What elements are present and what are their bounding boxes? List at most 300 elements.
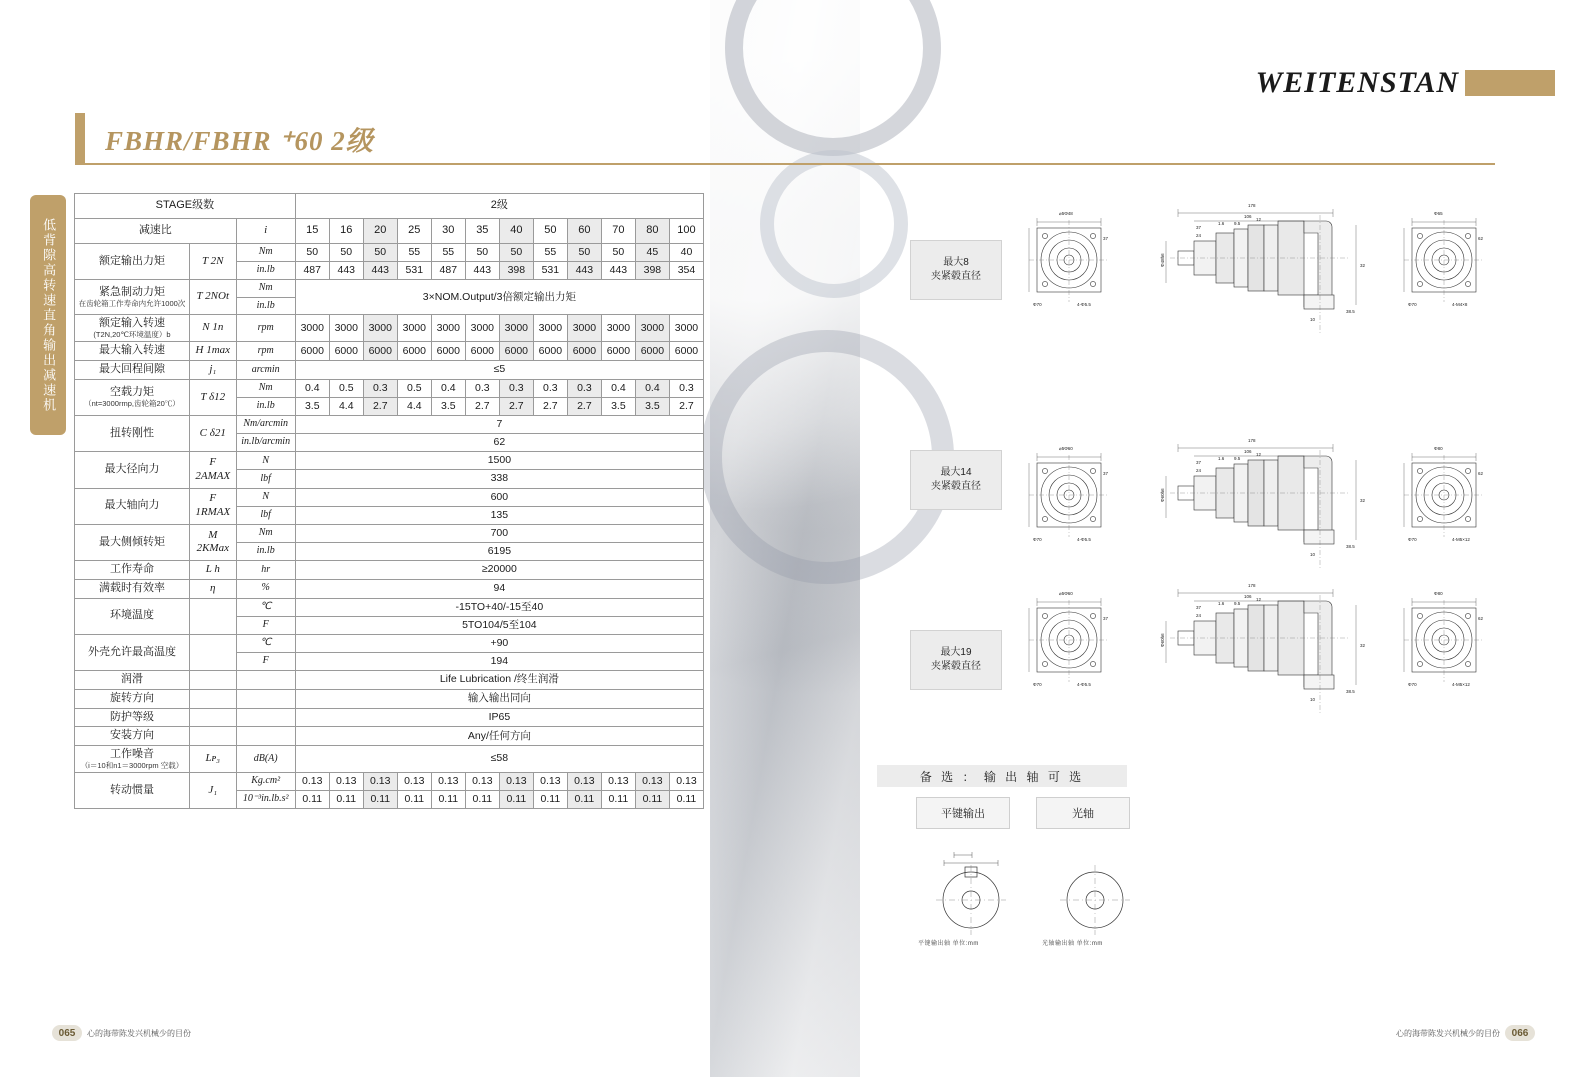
ratio-symbol: i [236, 219, 295, 244]
table-row [75, 773, 704, 791]
stage-value: 2级 [295, 194, 703, 219]
data-cell-span: 5TO104/5至104 [295, 616, 703, 634]
ratio-value: 25 [397, 219, 431, 244]
row-unit: N [236, 452, 295, 470]
data-cell: 2.7 [533, 397, 567, 415]
svg-text:1.6: 1.6 [1218, 601, 1225, 606]
row-label: 空载力矩 （nt=3000rmp,齿轮箱20℃） [75, 379, 190, 415]
row-label: 旋转方向 [75, 689, 190, 708]
row-unit: rpm [236, 342, 295, 361]
data-cell: 0.13 [533, 773, 567, 791]
data-cell: 354 [669, 262, 703, 280]
ratio-value: 16 [329, 219, 363, 244]
data-cell: 6000 [397, 342, 431, 361]
svg-text:Φ70: Φ70 [1408, 682, 1417, 687]
data-cell: 0.13 [465, 773, 499, 791]
row-unit: N [236, 488, 295, 506]
data-cell-span: 3×NOM.Output/3倍额定输出力矩 [295, 280, 703, 315]
data-cell: 0.11 [295, 791, 329, 809]
row-label: 最大侧倾转矩 [75, 524, 190, 560]
svg-text:10: 10 [1310, 317, 1316, 322]
row-symbol: T 2NOt [189, 280, 236, 315]
data-cell: 50 [295, 244, 329, 262]
row-label: 转动惯量 [75, 773, 190, 809]
data-cell: 50 [499, 244, 533, 262]
svg-text:178: 178 [1248, 583, 1256, 588]
data-cell-span: 62 [295, 434, 703, 452]
data-cell: 6000 [295, 342, 329, 361]
section-view-drawing [1160, 575, 1380, 735]
svg-text:Φ60h6: Φ60h6 [1160, 633, 1165, 647]
svg-text:4-M4×8: 4-M4×8 [1452, 302, 1468, 307]
data-cell: 50 [465, 244, 499, 262]
data-cell: 443 [601, 262, 635, 280]
section-view-drawing [1160, 195, 1380, 355]
gear-graphic-2 [760, 150, 908, 298]
data-cell: 3000 [295, 315, 329, 342]
clamp-line-1: 最大14 [940, 467, 972, 478]
side-tab: 低背隙高转速直角输出减速机 [30, 195, 66, 435]
row-label: 防护等级 [75, 708, 190, 727]
svg-text:4-Φ5.5: 4-Φ5.5 [1077, 682, 1091, 687]
footer-left-text: 心的海带陈发兴机械少的目份 [87, 1028, 191, 1038]
row-symbol [189, 671, 236, 690]
data-cell: 0.11 [635, 791, 669, 809]
data-cell: 0.4 [431, 379, 465, 397]
data-cell-span: 700 [295, 524, 703, 542]
data-cell: 2.7 [363, 397, 397, 415]
row-label: 润滑 [75, 671, 190, 690]
data-cell: 0.11 [363, 791, 397, 809]
row-unit: dB(A) [236, 746, 295, 773]
row-symbol: H 1max [189, 342, 236, 361]
table-row [75, 194, 704, 219]
svg-text:10: 10 [1310, 697, 1316, 702]
row-label: 扭转刚性 [75, 416, 190, 452]
data-cell: 6000 [601, 342, 635, 361]
title-rule [85, 163, 1495, 165]
svg-text:12: 12 [1256, 217, 1262, 222]
row-label: 工作寿命 [75, 561, 190, 580]
svg-text:4-M5×12: 4-M5×12 [1452, 537, 1470, 542]
row-symbol: T δ12 [189, 379, 236, 415]
row-unit: F [236, 616, 295, 634]
data-cell-span: 输入输出同向 [295, 689, 703, 708]
row-unit [236, 689, 295, 708]
data-cell: 0.3 [567, 379, 601, 397]
option-button-keyed[interactable]: 平键输出 [916, 797, 1010, 829]
data-cell: 40 [669, 244, 703, 262]
title-accent [75, 113, 85, 165]
data-cell-span: 135 [295, 506, 703, 524]
svg-text:⌀5Φ60: ⌀5Φ60 [1059, 446, 1073, 451]
row-symbol [189, 598, 236, 634]
svg-text:62: 62 [1478, 236, 1484, 241]
data-cell-span: 6195 [295, 542, 703, 560]
row-symbol: N 1n [189, 315, 236, 342]
ratio-value: 100 [669, 219, 703, 244]
ratio-value: 50 [533, 219, 567, 244]
ratio-value: 80 [635, 219, 669, 244]
data-cell: 3.5 [295, 397, 329, 415]
data-cell: 4.4 [397, 397, 431, 415]
data-cell: 0.11 [397, 791, 431, 809]
data-cell: 45 [635, 244, 669, 262]
table-row [75, 579, 704, 598]
svg-text:9.5: 9.5 [1234, 456, 1241, 461]
front-view-drawing [1015, 200, 1125, 340]
row-label: 外壳允许最高温度 [75, 634, 190, 670]
page-number-left: 065 [52, 1025, 82, 1041]
row-label: 最大回程间隙 [75, 361, 190, 380]
keyed-shaft-drawing [916, 845, 1026, 940]
data-cell: 0.13 [567, 773, 601, 791]
ratio-label: 减速比 [75, 219, 237, 244]
svg-text:37: 37 [1103, 471, 1109, 476]
ratio-value: 40 [499, 219, 533, 244]
row-label: 最大输入转速 [75, 342, 190, 361]
svg-text:9.5: 9.5 [1234, 601, 1241, 606]
data-cell: 0.13 [329, 773, 363, 791]
data-cell: 531 [533, 262, 567, 280]
data-cell: 50 [363, 244, 397, 262]
svg-text:24: 24 [1196, 468, 1202, 473]
data-cell: 6000 [499, 342, 533, 361]
row-symbol: j₁ [189, 361, 236, 380]
data-cell: 0.3 [669, 379, 703, 397]
table-row [75, 727, 704, 746]
data-cell: 0.13 [431, 773, 465, 791]
data-cell-span: ≥20000 [295, 561, 703, 580]
page-title: FBHR/FBHR ⁺60 2级 [105, 126, 374, 156]
svg-text:178: 178 [1248, 438, 1256, 443]
data-cell-span: Life Lubrication /终生润滑 [295, 671, 703, 690]
svg-text:32: 32 [1360, 498, 1366, 503]
svg-text:Φ80: Φ80 [1434, 446, 1443, 451]
svg-text:106: 106 [1244, 449, 1252, 454]
table-row [75, 452, 704, 470]
data-cell: 0.13 [363, 773, 397, 791]
data-cell: 443 [465, 262, 499, 280]
svg-text:38.5: 38.5 [1346, 544, 1355, 549]
svg-text:37: 37 [1196, 225, 1202, 230]
data-cell: 6000 [363, 342, 397, 361]
table-row [75, 561, 704, 580]
option-button-smooth[interactable]: 光轴 [1036, 797, 1130, 829]
row-unit: rpm [236, 315, 295, 342]
row-unit: ℃ [236, 598, 295, 616]
clamp-diameter-box [910, 630, 1002, 690]
data-cell-span: IP65 [295, 708, 703, 727]
footer-right [1396, 1025, 1535, 1041]
data-cell: 6000 [431, 342, 465, 361]
data-cell-span: -15TO+40/-15至40 [295, 598, 703, 616]
row-unit: in.lb [236, 262, 295, 280]
table-row [75, 280, 704, 298]
data-cell: 6000 [567, 342, 601, 361]
data-cell: 0.3 [363, 379, 397, 397]
row-symbol [189, 708, 236, 727]
svg-text:9.5: 9.5 [1234, 221, 1241, 226]
row-unit: Nm/arcmin [236, 416, 295, 434]
svg-text:Φ70: Φ70 [1033, 537, 1042, 542]
data-cell: 0.13 [635, 773, 669, 791]
row-label: 满载时有效率 [75, 579, 190, 598]
svg-text:Φ70: Φ70 [1408, 302, 1417, 307]
data-cell: 3000 [567, 315, 601, 342]
svg-text:Φ48h6: Φ48h6 [1160, 253, 1165, 267]
row-symbol: Lᴘ₃ [189, 746, 236, 773]
data-cell-span: 94 [295, 579, 703, 598]
row-unit: Nm [236, 244, 295, 262]
row-unit: in.lb/arcmin [236, 434, 295, 452]
ratio-value: 60 [567, 219, 601, 244]
row-symbol: C δ21 [189, 416, 236, 452]
clamp-line-1: 最大19 [940, 647, 972, 658]
data-cell: 0.11 [601, 791, 635, 809]
row-unit: ℃ [236, 634, 295, 652]
svg-text:Φ70: Φ70 [1033, 682, 1042, 687]
data-cell: 0.11 [431, 791, 465, 809]
data-cell: 55 [397, 244, 431, 262]
data-cell: 3000 [363, 315, 397, 342]
row-unit: F [236, 652, 295, 670]
spec-table [74, 193, 704, 809]
row-unit: lbf [236, 506, 295, 524]
data-cell: 0.13 [669, 773, 703, 791]
row-label: 最大径向力 [75, 452, 190, 488]
svg-text:1.6: 1.6 [1218, 221, 1225, 226]
data-cell-span: +90 [295, 634, 703, 652]
clamp-line-2: 夹紧毂直径 [931, 661, 981, 672]
keyed-shaft-caption: 平键输出轴 单位:mm [918, 941, 979, 947]
svg-text:4-Φ5.5: 4-Φ5.5 [1077, 537, 1091, 542]
data-cell: 3000 [601, 315, 635, 342]
data-cell: 3000 [499, 315, 533, 342]
data-cell: 0.4 [635, 379, 669, 397]
svg-text:⌀5Φ60: ⌀5Φ60 [1059, 591, 1073, 596]
svg-text:24: 24 [1196, 233, 1202, 238]
data-cell: 6000 [533, 342, 567, 361]
table-row [75, 746, 704, 773]
data-cell: 487 [431, 262, 465, 280]
data-cell: 50 [329, 244, 363, 262]
row-unit: lbf [236, 470, 295, 488]
table-row [75, 244, 704, 262]
data-cell: 3000 [635, 315, 669, 342]
data-cell: 50 [601, 244, 635, 262]
svg-text:12: 12 [1256, 452, 1262, 457]
ratio-value: 15 [295, 219, 329, 244]
rear-view-drawing [1390, 580, 1500, 720]
front-view-drawing [1015, 580, 1125, 720]
svg-text:178: 178 [1248, 203, 1256, 208]
data-cell: 0.3 [499, 379, 533, 397]
data-cell: 55 [533, 244, 567, 262]
data-cell: 6000 [635, 342, 669, 361]
data-cell: 3000 [329, 315, 363, 342]
table-row [75, 488, 704, 506]
clamp-line-2: 夹紧毂直径 [931, 481, 981, 492]
data-cell: 0.13 [499, 773, 533, 791]
data-cell: 2.7 [567, 397, 601, 415]
svg-text:37: 37 [1103, 236, 1109, 241]
data-cell: 3000 [397, 315, 431, 342]
svg-text:38.5: 38.5 [1346, 689, 1355, 694]
ratio-value: 30 [431, 219, 465, 244]
svg-text:1.6: 1.6 [1218, 456, 1225, 461]
svg-text:106: 106 [1244, 214, 1252, 219]
row-unit: hr [236, 561, 295, 580]
row-label: 最大轴向力 [75, 488, 190, 524]
table-row [75, 315, 704, 342]
data-cell: 0.4 [601, 379, 635, 397]
svg-text:Φ80: Φ80 [1434, 591, 1443, 596]
data-cell: 0.11 [329, 791, 363, 809]
table-row [75, 219, 704, 244]
row-label: 额定输入转速 (T2N,20℃环境温度）b [75, 315, 190, 342]
svg-text:Φ70: Φ70 [1033, 302, 1042, 307]
data-cell: 3000 [431, 315, 465, 342]
table-row [75, 361, 704, 380]
data-cell: 0.13 [295, 773, 329, 791]
data-cell: 0.13 [397, 773, 431, 791]
table-row [75, 342, 704, 361]
row-unit: 10⁻³in.lb.s² [236, 791, 295, 809]
data-cell: 3.5 [431, 397, 465, 415]
stage-label: STAGE级数 [75, 194, 296, 219]
page-title-block [75, 113, 1495, 165]
row-unit: in.lb [236, 542, 295, 560]
clamp-diameter-box [910, 240, 1002, 300]
data-cell: 4.4 [329, 397, 363, 415]
clamp-diameter-box [910, 450, 1002, 510]
data-cell: 3000 [465, 315, 499, 342]
table-row [75, 689, 704, 708]
data-cell: 398 [499, 262, 533, 280]
data-cell: 0.3 [533, 379, 567, 397]
page-number-right: 066 [1505, 1025, 1535, 1041]
svg-text:62: 62 [1478, 616, 1484, 621]
table-row [75, 671, 704, 690]
row-unit [236, 708, 295, 727]
svg-text:10: 10 [1310, 552, 1316, 557]
data-cell-span: 194 [295, 652, 703, 670]
svg-text:Φ65: Φ65 [1434, 211, 1443, 216]
data-cell-span: 1500 [295, 452, 703, 470]
data-cell-span: ≤5 [295, 361, 703, 380]
data-cell: 55 [431, 244, 465, 262]
svg-text:Φ70: Φ70 [1408, 537, 1417, 542]
row-symbol: F 2AMAX [189, 452, 236, 488]
data-cell-span: 338 [295, 470, 703, 488]
row-symbol: η [189, 579, 236, 598]
table-row [75, 708, 704, 727]
row-label: 环境温度 [75, 598, 190, 634]
svg-text:37: 37 [1196, 605, 1202, 610]
data-cell: 443 [329, 262, 363, 280]
row-label: 安装方向 [75, 727, 190, 746]
section-view-drawing [1160, 430, 1380, 590]
row-unit: Nm [236, 379, 295, 397]
data-cell: 3.5 [635, 397, 669, 415]
row-label: 紧急制动力矩 在齿轮箱工作寿命内允许1000次 [75, 280, 190, 315]
row-label: 工作噪音 （i＝10和n1＝3000rpm 空载） [75, 746, 190, 773]
data-cell: 3.5 [601, 397, 635, 415]
data-cell: 0.11 [465, 791, 499, 809]
data-cell: 398 [635, 262, 669, 280]
row-symbol [189, 689, 236, 708]
row-unit: arcmin [236, 361, 295, 380]
data-cell: 2.7 [499, 397, 533, 415]
data-cell: 443 [363, 262, 397, 280]
data-cell: 0.3 [465, 379, 499, 397]
svg-text:4-M5×12: 4-M5×12 [1452, 682, 1470, 687]
rear-view-drawing [1390, 200, 1500, 340]
data-cell: 0.11 [567, 791, 601, 809]
row-label: 额定输出力矩 [75, 244, 190, 280]
table-row [75, 524, 704, 542]
row-unit: % [236, 579, 295, 598]
data-cell: 0.11 [499, 791, 533, 809]
row-symbol: T 2N [189, 244, 236, 280]
data-cell-span: 7 [295, 416, 703, 434]
svg-text:32: 32 [1360, 643, 1366, 648]
front-view-drawing [1015, 435, 1125, 575]
clamp-line-1: 最大8 [943, 257, 969, 268]
data-cell: 0.5 [329, 379, 363, 397]
svg-text:37: 37 [1103, 616, 1109, 621]
data-cell: 2.7 [465, 397, 499, 415]
data-cell: 3000 [669, 315, 703, 342]
svg-text:⌀5Φ48: ⌀5Φ48 [1059, 211, 1073, 216]
row-unit [236, 727, 295, 746]
row-symbol [189, 634, 236, 670]
row-symbol: L h [189, 561, 236, 580]
data-cell-span: Any/任何方向 [295, 727, 703, 746]
data-cell: 0.5 [397, 379, 431, 397]
data-cell: 443 [567, 262, 601, 280]
row-unit: in.lb [236, 397, 295, 415]
svg-text:62: 62 [1478, 471, 1484, 476]
ratio-value: 20 [363, 219, 397, 244]
smooth-shaft-caption: 光轴输出轴 单位:mm [1042, 941, 1103, 947]
smooth-shaft-drawing [1040, 845, 1150, 940]
footer-left [52, 1025, 191, 1041]
data-cell: 0.4 [295, 379, 329, 397]
row-unit [236, 671, 295, 690]
svg-text:12: 12 [1256, 597, 1262, 602]
row-symbol [189, 727, 236, 746]
svg-text:38.5: 38.5 [1346, 309, 1355, 314]
table-row [75, 379, 704, 397]
svg-text:32: 32 [1360, 263, 1366, 268]
svg-text:37: 37 [1196, 460, 1202, 465]
data-cell: 0.11 [669, 791, 703, 809]
data-cell: 487 [295, 262, 329, 280]
row-unit: Nm [236, 280, 295, 298]
data-cell: 2.7 [669, 397, 703, 415]
row-symbol: M 2KMax [189, 524, 236, 560]
table-row [75, 416, 704, 434]
svg-text:106: 106 [1244, 594, 1252, 599]
data-cell: 0.13 [601, 773, 635, 791]
ratio-value: 70 [601, 219, 635, 244]
data-cell: 531 [397, 262, 431, 280]
data-cell: 0.11 [533, 791, 567, 809]
row-unit: Nm [236, 524, 295, 542]
data-cell: 3000 [533, 315, 567, 342]
